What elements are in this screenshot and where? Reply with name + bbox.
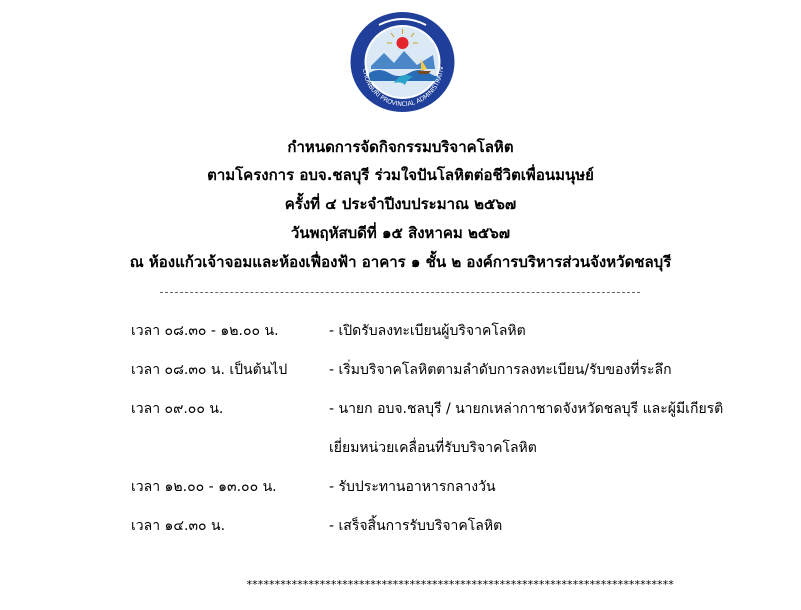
schedule-description: - เริ่มบริจาคโลหิตตามลำดับการลงทะเบียน/รับของที่ระลึก <box>329 362 672 378</box>
schedule-time: เวลา ๐๘.๓๐ - ๑๒.๐๐ น. <box>131 323 279 339</box>
schedule-description: - เสร็จสิ้นการรับบริจาคโลหิต <box>329 518 503 534</box>
footer-star-divider: **************************************************************************** <box>246 578 674 591</box>
schedule-description: - รับประทานอาหารกลางวัน <box>329 479 496 495</box>
document-title: กำหนดการจัดกิจกรรมบริจาคโลหิต <box>287 138 514 156</box>
event-date: วันพฤหัสบดีที่ ๑๕ สิงหาคม ๒๕๖๗ <box>290 224 511 242</box>
project-name: ตามโครงการ อบจ.ชลบุรี ร่วมใจปันโลหิตต่อชีวิตเพื่อนมนุษย์ <box>207 166 594 184</box>
schedule-time: เวลา ๑๔.๓๐ น. <box>131 518 226 534</box>
round-and-fiscal-year: ครั้งที่ ๔ ประจำปีงบประมาณ ๒๕๖๗ <box>284 195 517 213</box>
schedule-description: - เปิดรับลงทะเบียนผู้บริจาคโลหิต <box>329 323 526 339</box>
organization-logo <box>349 11 456 114</box>
schedule-description: - นายก อบจ.ชลบุรี / นายกเหล่ากาชาดจังหวัดชลบุรี และผู้มีเกียรติ <box>329 401 724 417</box>
schedule-time: เวลา ๐๘.๓๐ น. เป็นต้นไป <box>131 362 288 378</box>
logo-ring-text: CHONBURI PROVINCIAL ADMINISTRATIV <box>361 65 446 109</box>
schedule-description-continued: เยี่ยมหน่วยเคลื่อนที่รับบริจาคโลหิต <box>329 440 537 456</box>
divider-dashed <box>160 292 640 293</box>
schedule-time: เวลา ๑๒.๐๐ - ๑๓.๐๐ น. <box>131 479 277 495</box>
event-location: ณ ห้องแก้วเจ้าจอมและห้องเฟื่องฟ้า อาคาร ๑ ชั้น ๒ องค์การบริหารส่วนจังหวัดชลบุรี <box>129 253 672 271</box>
schedule-time: เวลา ๐๙.๐๐ น. <box>131 401 224 417</box>
